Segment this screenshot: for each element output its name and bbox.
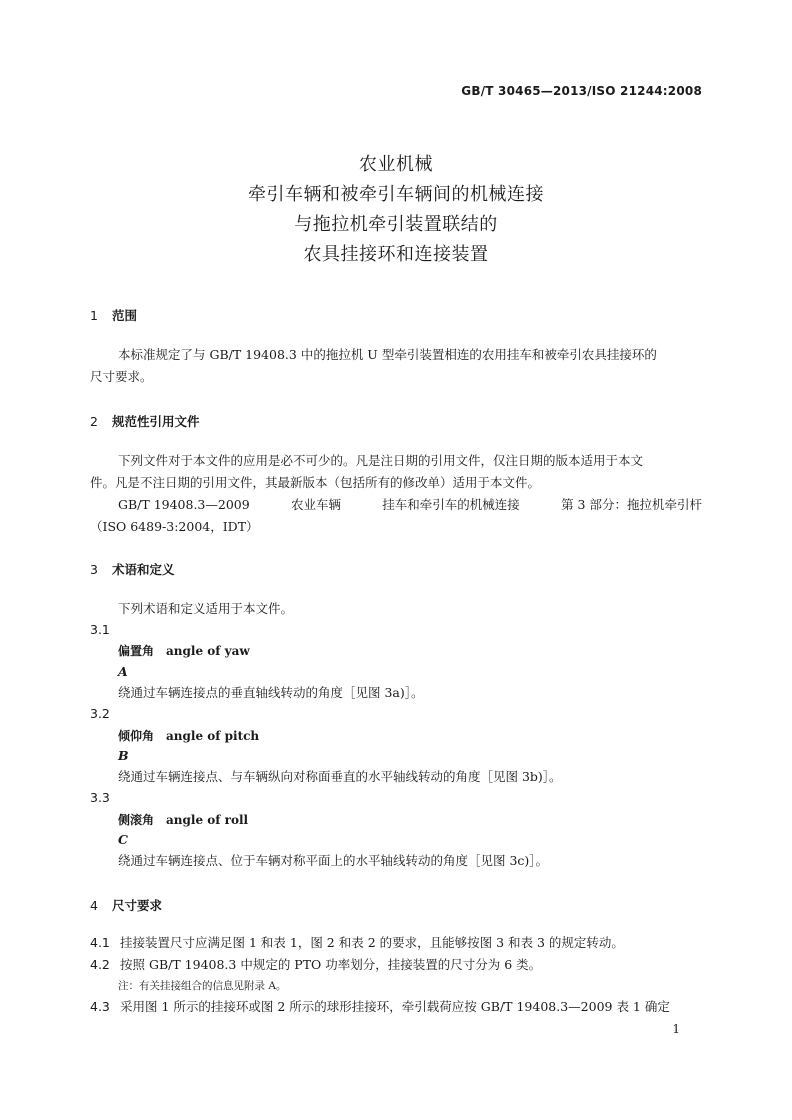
section-title: 范围 [112, 308, 138, 323]
term-symbol: B [118, 748, 129, 763]
clause-number: 4.2 [90, 957, 110, 972]
standard-code: GB/T 30465—2013/ISO 21244:2008 [461, 84, 702, 98]
clause-text: 挂接装置尺寸应满足图 1 和表 1，图 2 和表 2 的要求，且能够按图 3 和表 3 的规定转动。 [120, 935, 624, 950]
term-cn: 侧滚角 [118, 813, 155, 827]
section-4-heading [90, 896, 162, 914]
clause-4-3 [90, 998, 670, 1016]
term-number: 3.1 [90, 622, 110, 637]
title-line-3: 与拖拉机牵引装置联结的 [294, 214, 498, 235]
clause-text: 按照 GB/T 19408.3 中规定的 PTO 功率划分，挂接装置的尺寸分为 6 类。 [120, 957, 542, 972]
reference-title-part-2: 挂车和牵引车的机械连接 [382, 497, 520, 512]
section-3-intro: 下列术语和定义适用于本文件。 [118, 601, 294, 616]
section-number: 1 [90, 308, 98, 323]
reference-title-part-3: 第 3 部分：拖拉机牵引杆 [561, 497, 702, 512]
section-number: 3 [90, 562, 98, 577]
section-1-heading [90, 306, 137, 324]
clause-number: 4.3 [90, 999, 110, 1014]
clause-4-2 [90, 956, 541, 974]
clause-text: 采用图 1 所示的挂接环或图 2 所示的球形挂接环，牵引载荷应按 GB/T 19408.3—2009 表 1 确定 [120, 999, 670, 1014]
section-title: 术语和定义 [112, 562, 175, 577]
term-definition: 绕通过车辆连接点、与车辆纵向对称面垂直的水平轴线转动的角度［见图 3b)］。 [118, 769, 562, 784]
term-heading [118, 642, 250, 659]
page-number: 1 [672, 1022, 680, 1036]
term-en: angle of pitch [166, 729, 260, 743]
clause-4-1 [90, 934, 624, 952]
title-line-2: 牵引车辆和被牵引车辆间的机械连接 [248, 184, 544, 205]
normative-reference [118, 496, 702, 514]
reference-code: GB/T 19408.3—2009 [118, 497, 250, 512]
title-line-1: 农业机械 [359, 154, 433, 175]
section-1-para-line-2: 尺寸要求。 [90, 369, 153, 384]
term-en: angle of roll [166, 813, 249, 827]
term-number: 3.2 [90, 706, 110, 721]
term-heading [118, 811, 248, 828]
section-2-para-line-2: 件。凡是不注日期的引用文件，其最新版本（包括所有的修改单）适用于本文件。 [90, 475, 541, 490]
section-title: 尺寸要求 [112, 898, 163, 913]
section-number: 2 [90, 414, 98, 429]
section-1-para-line-1: 本标准规定了与 GB/T 19408.3 中的拖拉机 U 型牵引装置相连的农用挂车和被牵引农具挂接环的 [118, 347, 657, 362]
clause-number: 4.1 [90, 935, 110, 950]
section-title: 规范性引用文件 [112, 414, 200, 429]
section-number: 4 [90, 898, 98, 913]
term-symbol: A [118, 664, 128, 679]
term-number: 3.3 [90, 790, 110, 805]
term-definition: 绕通过车辆连接点、位于车辆对称平面上的水平轴线转动的角度［见图 3c)］。 [118, 853, 549, 868]
term-heading [118, 727, 259, 744]
section-2-heading [90, 412, 200, 430]
title-line-4: 农具挂接环和连接装置 [303, 244, 489, 265]
reference-title-part-1: 农业车辆 [290, 497, 341, 512]
term-symbol: C [118, 832, 128, 847]
term-definition: 绕通过车辆连接点的垂直轴线转动的角度［见图 3a)］。 [118, 685, 424, 700]
term-cn: 偏置角 [118, 644, 155, 658]
note: 注：有关挂接组合的信息见附录 A。 [118, 980, 287, 992]
section-3-heading [90, 560, 175, 578]
normative-reference-line-2: （ISO 6489-3:2004，IDT） [90, 519, 259, 534]
term-cn: 倾仰角 [118, 729, 155, 743]
term-en: angle of yaw [166, 644, 250, 658]
section-2-para-line-1: 下列文件对于本文件的应用是必不可少的。凡是注日期的引用文件，仅注日期的版本适用于本文 [118, 453, 644, 468]
